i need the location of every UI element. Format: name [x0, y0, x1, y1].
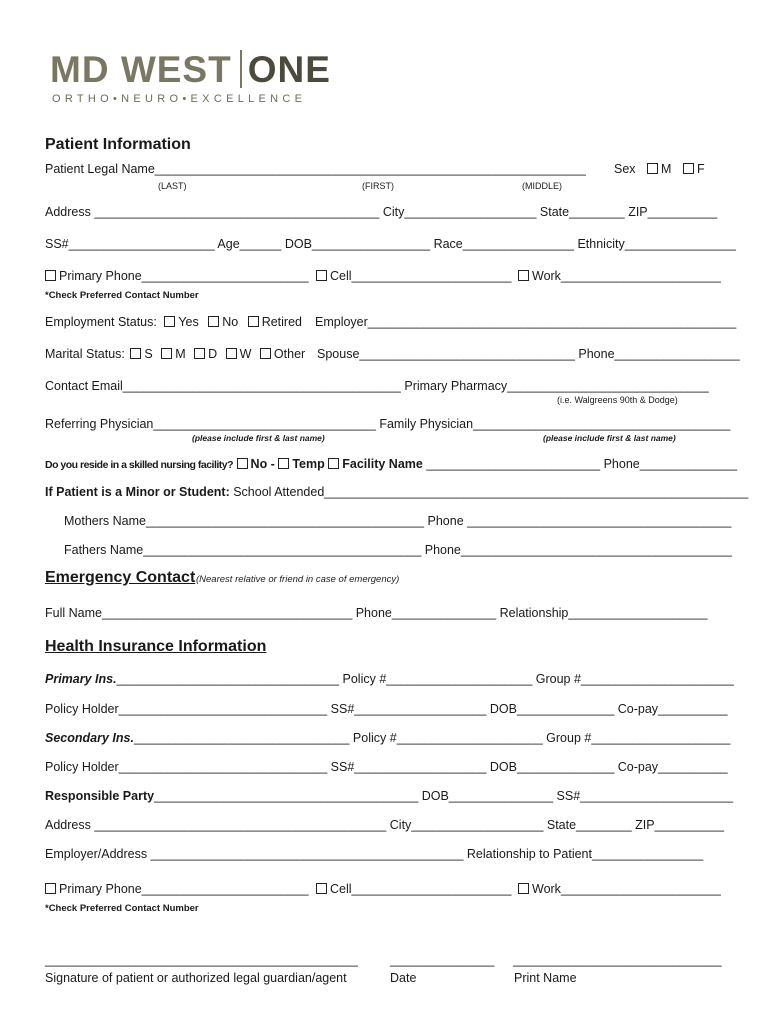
insurance-work-field[interactable]: [518, 882, 721, 896]
snf-temp-checkbox[interactable]: [278, 458, 289, 469]
patient-legal-name-field[interactable]: Patient Legal Name______________________________________________________________: [45, 162, 586, 176]
work-phone-field[interactable]: [518, 269, 721, 283]
snf-facility-phone-field[interactable]: _________________________ Phone______________: [426, 457, 738, 471]
minor-student-label: If Patient is a Minor or Student:: [45, 485, 230, 499]
sex-f-checkbox[interactable]: [683, 162, 697, 176]
secondary-insurance-label: Secondary Ins.: [45, 731, 134, 745]
snf-temp-label: Temp: [292, 457, 325, 471]
responsible-party-label: Responsible Party: [45, 789, 155, 803]
marital-w-label: W: [239, 347, 252, 361]
secondary-insurance-row[interactable]: [45, 731, 730, 745]
marital-s-checkbox[interactable]: [130, 348, 141, 359]
secondary-policy-holder-row[interactable]: Policy Holder______________________________ SS#___________________ DOB______________ Co-pay__________: [45, 760, 728, 774]
snf-facility-checkbox[interactable]: [328, 458, 339, 469]
middle-name-caption: (MIDDLE): [522, 181, 562, 191]
signature-label: Signature of patient or authorized legal guardian/agent: [45, 971, 347, 985]
referring-family-physician-row[interactable]: Referring Physician________________________________ Family Physician_____________________________________: [45, 417, 731, 431]
section-title-health-insurance: Health Insurance Information: [45, 638, 267, 655]
primary-insurance-row[interactable]: [45, 672, 734, 686]
primary-phone-field[interactable]: [45, 269, 309, 283]
insurance-primary-phone-label: Primary Phone________________________: [59, 882, 309, 896]
insurance-work-label: Work_______________________: [532, 882, 721, 896]
employment-yes-label: Yes: [178, 315, 199, 329]
insurance-cell-checkbox[interactable]: [316, 883, 327, 894]
snf-no-checkbox[interactable]: [237, 458, 248, 469]
employment-retired-checkbox[interactable]: [248, 316, 259, 327]
insurance-work-checkbox[interactable]: [518, 883, 529, 894]
insurance-cell-field[interactable]: [316, 882, 511, 896]
marital-d-label: D: [208, 347, 218, 361]
fathers-name-row[interactable]: Fathers Name________________________________________ Phone_______________________________________: [64, 543, 733, 557]
cell-checkbox[interactable]: [316, 270, 327, 281]
contact-email-pharmacy-row[interactable]: Contact Email________________________________________ Primary Pharmacy_____________________________: [45, 379, 709, 393]
primary-insurance-fields[interactable]: ________________________________ Policy #_____________________ Group #______________________: [116, 672, 734, 686]
ssn-age-dob-race-row[interactable]: SS#_____________________ Age______ DOB_________________ Race________________ Ethnicity________________: [45, 237, 736, 251]
employment-retired-label: Retired: [261, 315, 302, 329]
marital-status-label: Marital Status:: [45, 347, 125, 361]
family-physician-note: (please include first & last name): [543, 433, 676, 443]
referring-physician-note: (please include first & last name): [192, 433, 325, 443]
logo-divider: [240, 50, 242, 88]
primary-phone-checkbox[interactable]: [45, 270, 56, 281]
marital-m-label: M: [175, 347, 186, 361]
responsible-party-fields[interactable]: ______________________________________ DOB_______________ SS#______________________: [154, 789, 734, 803]
date-label: Date: [390, 971, 417, 985]
employer-field[interactable]: Employer_____________________________________________________: [315, 315, 737, 329]
marital-w-checkbox[interactable]: [226, 348, 237, 359]
sex-m-checkbox[interactable]: [647, 162, 661, 176]
first-name-caption: (FIRST): [362, 181, 394, 191]
marital-status-row: [45, 347, 305, 361]
preferred-contact-note: *Check Preferred Contact Number: [45, 290, 199, 301]
insurance-primary-phone-checkbox[interactable]: [45, 883, 56, 894]
sex-f-label: F: [696, 162, 705, 176]
primary-insurance-label: Primary Ins.: [45, 672, 117, 686]
marital-m-checkbox[interactable]: [161, 348, 172, 359]
skilled-nursing-question: Do you reside in a skilled nursing facility?: [45, 459, 234, 471]
work-checkbox[interactable]: [518, 270, 529, 281]
employment-no-label: No: [222, 315, 239, 329]
signature-line[interactable]: _____________________________________________: [45, 953, 358, 967]
marital-d-checkbox[interactable]: [194, 348, 205, 359]
sex-m-label: M: [661, 162, 672, 176]
print-name-label: Print Name: [514, 971, 577, 985]
employment-no-checkbox[interactable]: [208, 316, 219, 327]
sex-label: Sex: [614, 162, 636, 176]
work-label: Work_______________________: [532, 269, 721, 283]
emergency-contact-row[interactable]: Full Name____________________________________ Phone_______________ Relationship____________________: [45, 606, 708, 620]
section-title-emergency-contact: Emergency Contact: [45, 569, 196, 586]
responsible-party-row[interactable]: [45, 789, 733, 803]
primary-phone-label: Primary Phone________________________: [59, 269, 309, 283]
cell-phone-field[interactable]: [316, 269, 511, 283]
insurance-primary-phone-field[interactable]: [45, 882, 309, 896]
section-title-patient-information: Patient Information: [45, 136, 191, 153]
logo-tagline: ORTHO•NEURO•EXCELLENCE: [52, 93, 307, 105]
marital-s-label: S: [144, 347, 153, 361]
snf-facility-label: Facility Name: [342, 457, 423, 471]
logo-name-right: ONE: [247, 49, 331, 90]
date-line[interactable]: _______________: [390, 953, 495, 967]
insurance-cell-label: Cell_______________________: [330, 882, 512, 896]
employment-status-row: [45, 315, 302, 329]
marital-other-checkbox[interactable]: [260, 348, 271, 359]
secondary-insurance-fields[interactable]: _______________________________ Policy #_____________________ Group #____________________: [133, 731, 731, 745]
insurance-preferred-contact-note: *Check Preferred Contact Number: [45, 903, 199, 914]
skilled-nursing-row: [45, 457, 737, 471]
mothers-name-row[interactable]: Mothers Name________________________________________ Phone ______________________________________: [64, 514, 732, 528]
employment-yes-checkbox[interactable]: [164, 316, 175, 327]
employment-status-label: Employment Status:: [45, 315, 157, 329]
logo: [50, 50, 331, 90]
print-name-line[interactable]: ______________________________: [513, 953, 722, 967]
responsible-address-row[interactable]: Address __________________________________________ City___________________ State________ ZIP__________: [45, 818, 725, 832]
snf-no-label: No -: [250, 457, 275, 471]
logo-name-left: MD WEST: [50, 49, 232, 90]
cell-label: Cell_______________________: [330, 269, 512, 283]
last-name-caption: (LAST): [158, 181, 187, 191]
minor-student-row: [45, 485, 748, 499]
pharmacy-example-caption: (i.e. Walgreens 90th & Dodge): [557, 395, 678, 405]
spouse-phone-row[interactable]: Spouse_______________________________ Phone__________________: [317, 347, 740, 361]
sex-field: [614, 162, 705, 176]
school-attended-field[interactable]: School Attended_____________________________________________________________: [233, 485, 749, 499]
emergency-contact-note: (Nearest relative or friend in case of emergency): [196, 574, 400, 585]
marital-other-label: Other: [273, 347, 306, 361]
primary-policy-holder-row[interactable]: Policy Holder______________________________ SS#___________________ DOB______________ Co-pay__________: [45, 702, 728, 716]
employer-relationship-row[interactable]: Employer/Address _____________________________________________ Relationship to Patient________________: [45, 847, 704, 861]
address-row[interactable]: Address _________________________________________ City___________________ State________ ZIP__________: [45, 205, 718, 219]
